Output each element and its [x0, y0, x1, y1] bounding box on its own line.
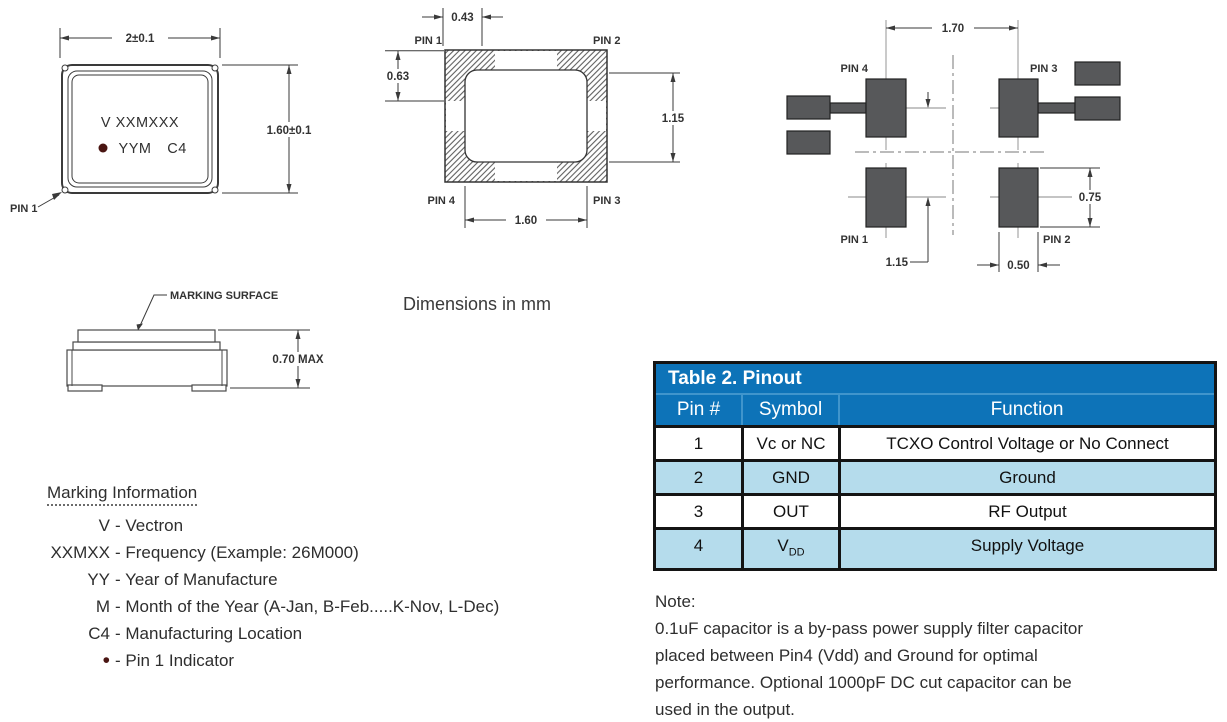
side-mid-layer: [73, 342, 220, 350]
pinout-table-title: Table 2. Pinout: [656, 364, 1214, 395]
marking-item: [47, 593, 499, 620]
pin4-label: PIN 4: [427, 195, 455, 207]
left-capacitor-pad-bottom: [787, 131, 830, 154]
dim-pad-height-label: 0.75: [1078, 192, 1102, 204]
pin4-label: PIN 4: [840, 63, 868, 75]
right-trace: [1038, 103, 1075, 113]
pin1-label: PIN 1: [10, 203, 38, 215]
pinout-table: [653, 361, 1217, 571]
marking-item-prefix: V: [98, 516, 110, 535]
side-body: [67, 350, 227, 386]
side-foot-right: [192, 385, 226, 391]
header-symbol: Symbol: [741, 395, 838, 425]
marking-item: [47, 620, 499, 647]
dim-inner-height-label: 1.15: [661, 113, 685, 125]
pinout-table-header-row: [656, 395, 1214, 425]
package-bottom-view-drawing: [360, 0, 700, 270]
device-marking-line1: V XXMXXX: [100, 115, 180, 131]
marking-item-text: - Frequency (Example: 26M000): [115, 543, 359, 562]
dim-pitch-y-label: 1.15: [885, 257, 908, 269]
marking-item: [47, 512, 499, 539]
pad-pin1: [866, 168, 906, 227]
side-profile: [67, 330, 227, 391]
marking-item-prefix: C4: [88, 624, 110, 643]
cell-function: RF Output: [838, 496, 1214, 527]
pin1-label: PIN 1: [840, 234, 868, 246]
cell-pin: 2: [693, 468, 704, 487]
marking-item-prefix: YY: [87, 570, 110, 589]
note-section: [655, 588, 1083, 722]
left-trace: [830, 103, 866, 113]
dim-max-height-label: 0.70 MAX: [272, 354, 324, 366]
table-row: [656, 493, 1214, 527]
marking-item: [47, 566, 499, 593]
marking-item: [47, 647, 499, 674]
side-foot-left: [68, 385, 102, 391]
pin1-indicator-dot: [99, 144, 108, 153]
cell-symbol: [741, 530, 838, 568]
marking-info-heading: Marking Information: [47, 483, 197, 506]
cell-symbol: OUT: [741, 496, 838, 527]
recommended-land-pattern-drawing: [760, 0, 1227, 290]
note-line: used in the output.: [655, 700, 795, 719]
dim-pad-height-label: 0.63: [386, 71, 410, 83]
marking-information-section: [47, 483, 499, 674]
cell-pin: 4: [693, 536, 704, 555]
pin1-label: PIN 1: [414, 35, 442, 47]
package-top-view-drawing: [8, 8, 338, 223]
pin3-label: PIN 3: [593, 195, 621, 207]
device-marking-c4: C4: [167, 141, 187, 157]
header-pin: Pin #: [676, 399, 721, 420]
note-heading: Note:: [655, 592, 696, 611]
left-capacitor-pad-top: [787, 96, 830, 119]
marking-item-text: - Pin 1 Indicator: [115, 651, 235, 670]
right-capacitor-pad-top: [1075, 62, 1120, 85]
cell-function: Ground: [838, 462, 1214, 493]
marking-item-text: - Manufacturing Location: [115, 624, 303, 643]
cell-function: TCXO Control Voltage or No Connect: [838, 428, 1214, 459]
right-capacitor-pad-bottom: [1075, 97, 1120, 120]
package-side-view-drawing: [30, 280, 370, 400]
marking-item: [47, 539, 499, 566]
dim-pad-width-label: 0.50: [1007, 260, 1030, 272]
cell-symbol: Vc or NC: [741, 428, 838, 459]
header-function: Function: [838, 395, 1214, 425]
pin3-label: PIN 3: [1030, 63, 1058, 75]
cell-symbol: GND: [741, 462, 838, 493]
dimensions-unit-note: Dimensions in mm: [403, 294, 552, 314]
note-line: performance. Optional 1000pF DC cut capacitor can be: [655, 673, 1072, 692]
marking-item-text: - Vectron: [115, 516, 184, 535]
pin2-label: PIN 2: [1043, 234, 1071, 246]
marking-surface-label: MARKING SURFACE: [170, 290, 279, 302]
note-line: placed between Pin4 (Vdd) and Ground for optimal: [655, 646, 1038, 665]
pad-pin3: [999, 79, 1038, 137]
pin1-indicator-dot: •: [102, 649, 110, 672]
dim-body-width-label: 1.60: [514, 215, 538, 227]
note-line: 0.1uF capacitor is a by-pass power supply filter capacitor: [655, 619, 1084, 638]
marking-item-text: - Year of Manufacture: [115, 570, 278, 589]
pin2-label: PIN 2: [593, 35, 621, 47]
dim-width-label: 2±0.1: [125, 33, 155, 45]
side-lid: [78, 330, 215, 342]
table-row: [656, 425, 1214, 459]
table-row: [656, 459, 1214, 493]
pad-pin4: [866, 79, 906, 137]
dim-pad-width-label: 0.43: [451, 12, 474, 24]
marking-item-prefix: M: [95, 597, 110, 616]
vdd-subscript: DD: [788, 546, 805, 559]
cell-function: Supply Voltage: [838, 530, 1214, 568]
land-pattern-arrowheads: [886, 26, 1093, 268]
pad-pin2: [999, 168, 1038, 227]
cell-pin: 3: [693, 502, 704, 521]
vdd-main: V: [777, 536, 789, 555]
marking-item-prefix: XXMXX: [50, 543, 110, 562]
dim-pitch-x-label: 1.70: [941, 23, 965, 35]
cell-pin: 1: [693, 434, 704, 453]
device-marking-yym: YYM: [118, 141, 152, 157]
dim-height-label: 1.60±0.1: [266, 125, 312, 137]
table-row: [656, 527, 1214, 568]
marking-item-text: - Month of the Year (A-Jan, B-Feb.....K-Nov, L-Dec): [115, 597, 500, 616]
